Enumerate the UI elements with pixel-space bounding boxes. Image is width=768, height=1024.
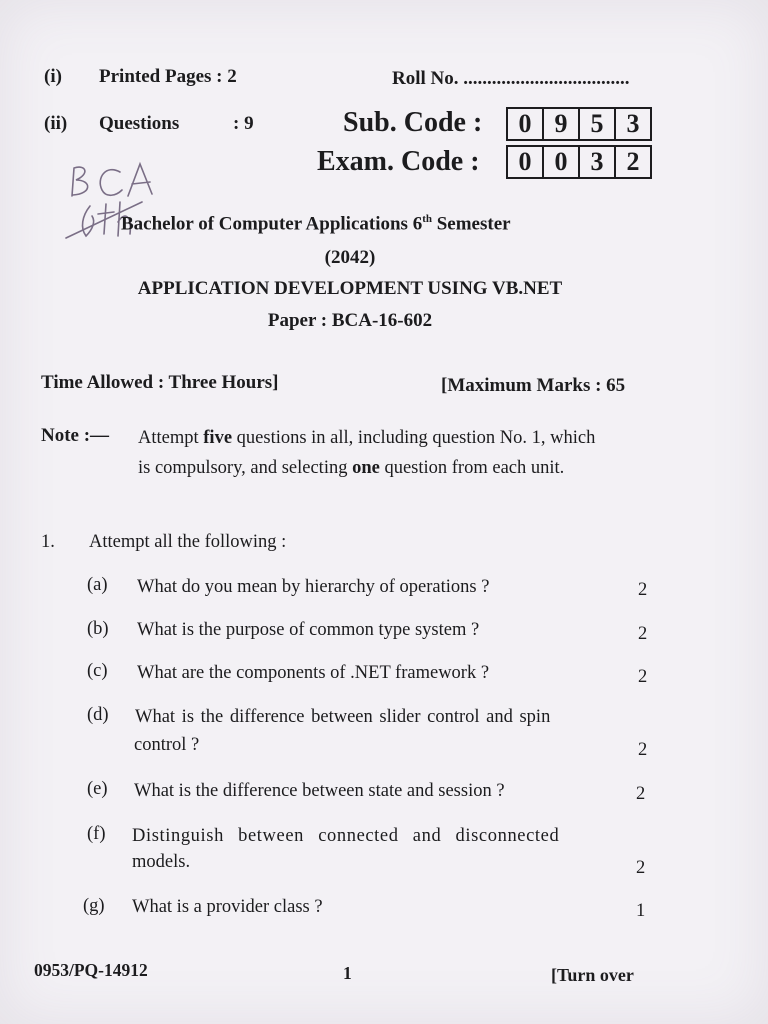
questions-value: : 9	[233, 113, 254, 134]
roll-number-field: Roll No. ...................................	[392, 68, 630, 89]
part-label: (a)	[87, 575, 108, 595]
exam-code-label: Exam. Code :	[317, 146, 480, 177]
program-title	[121, 213, 511, 235]
part-marks: 2	[638, 667, 648, 687]
exam-code-box	[506, 145, 652, 179]
footer-code: 0953/PQ-14912	[34, 960, 148, 980]
printed-pages-number: (i)	[44, 66, 62, 87]
part-text: What are the components of .NET framework ?	[137, 663, 490, 683]
maximum-marks: [Maximum Marks : 65	[441, 375, 626, 396]
program-sup: th	[422, 213, 432, 225]
paper-code: Paper : BCA-16-602	[267, 310, 433, 331]
sub-code-box	[506, 107, 652, 141]
part-text-continued: models.	[132, 852, 191, 872]
part-text: What is the difference between slider control and spin	[135, 707, 551, 727]
part-marks: 1	[636, 901, 646, 921]
note-text: questions in all, including question No. 1, which	[232, 428, 596, 448]
printed-pages-label: Printed Pages : 2	[99, 66, 237, 87]
part-label: (b)	[87, 619, 109, 639]
sub-code-digit: 5	[580, 109, 616, 139]
sub-code-digit: 9	[544, 109, 580, 139]
turn-over: [Turn over	[551, 965, 634, 985]
program-suffix: Semester	[431, 213, 511, 235]
part-text: What is a provider class ?	[132, 897, 323, 917]
part-marks: 2	[638, 580, 648, 600]
questions-number: (ii)	[44, 113, 68, 134]
note-emphasis: five	[203, 428, 233, 448]
time-allowed: Time Allowed : Three Hours]	[41, 372, 279, 393]
sub-code-digit: 3	[626, 109, 640, 138]
part-marks: 2	[636, 858, 646, 878]
exam-code-digit: 0	[544, 147, 580, 177]
part-label: (f)	[87, 824, 106, 844]
note-line-1	[138, 428, 595, 449]
part-text: What is the difference between state and session ?	[134, 781, 505, 801]
part-marks: 2	[638, 624, 648, 644]
question-number: 1.	[41, 532, 55, 552]
part-text: Distinguish between connected and disconnected	[132, 826, 560, 846]
part-text: What is the purpose of common type system ?	[137, 620, 480, 640]
sub-code-label: Sub. Code :	[343, 107, 483, 138]
note-label: Note :—	[41, 425, 110, 446]
note-line-2	[138, 458, 564, 479]
part-text: What do you mean by hierarchy of operations ?	[137, 577, 490, 597]
page-number: 1	[343, 963, 352, 983]
part-marks: 2	[638, 740, 648, 760]
note-text: is compulsory, and selecting	[138, 458, 353, 478]
part-label: (e)	[87, 779, 108, 799]
questions-label: Questions	[99, 113, 180, 134]
exam-year: (2042)	[324, 247, 376, 268]
note-emphasis: one	[352, 458, 380, 478]
note-text: Attempt	[138, 428, 204, 448]
part-label: (d)	[87, 705, 109, 725]
part-label: (g)	[83, 896, 105, 916]
course-title: APPLICATION DEVELOPMENT USING VB.NET	[137, 278, 563, 299]
question-text: Attempt all the following :	[89, 532, 287, 552]
note-text: question from each unit.	[379, 458, 565, 478]
part-label: (c)	[87, 661, 108, 681]
exam-code-digit: 2	[626, 147, 640, 176]
sub-code-digit: 0	[508, 109, 544, 139]
part-text-continued: control ?	[134, 735, 200, 755]
part-marks: 2	[636, 784, 646, 804]
exam-code-digit: 3	[580, 147, 616, 177]
exam-code-digit: 0	[508, 147, 544, 177]
program-prefix: Bachelor of Computer Applications 6	[121, 213, 423, 235]
